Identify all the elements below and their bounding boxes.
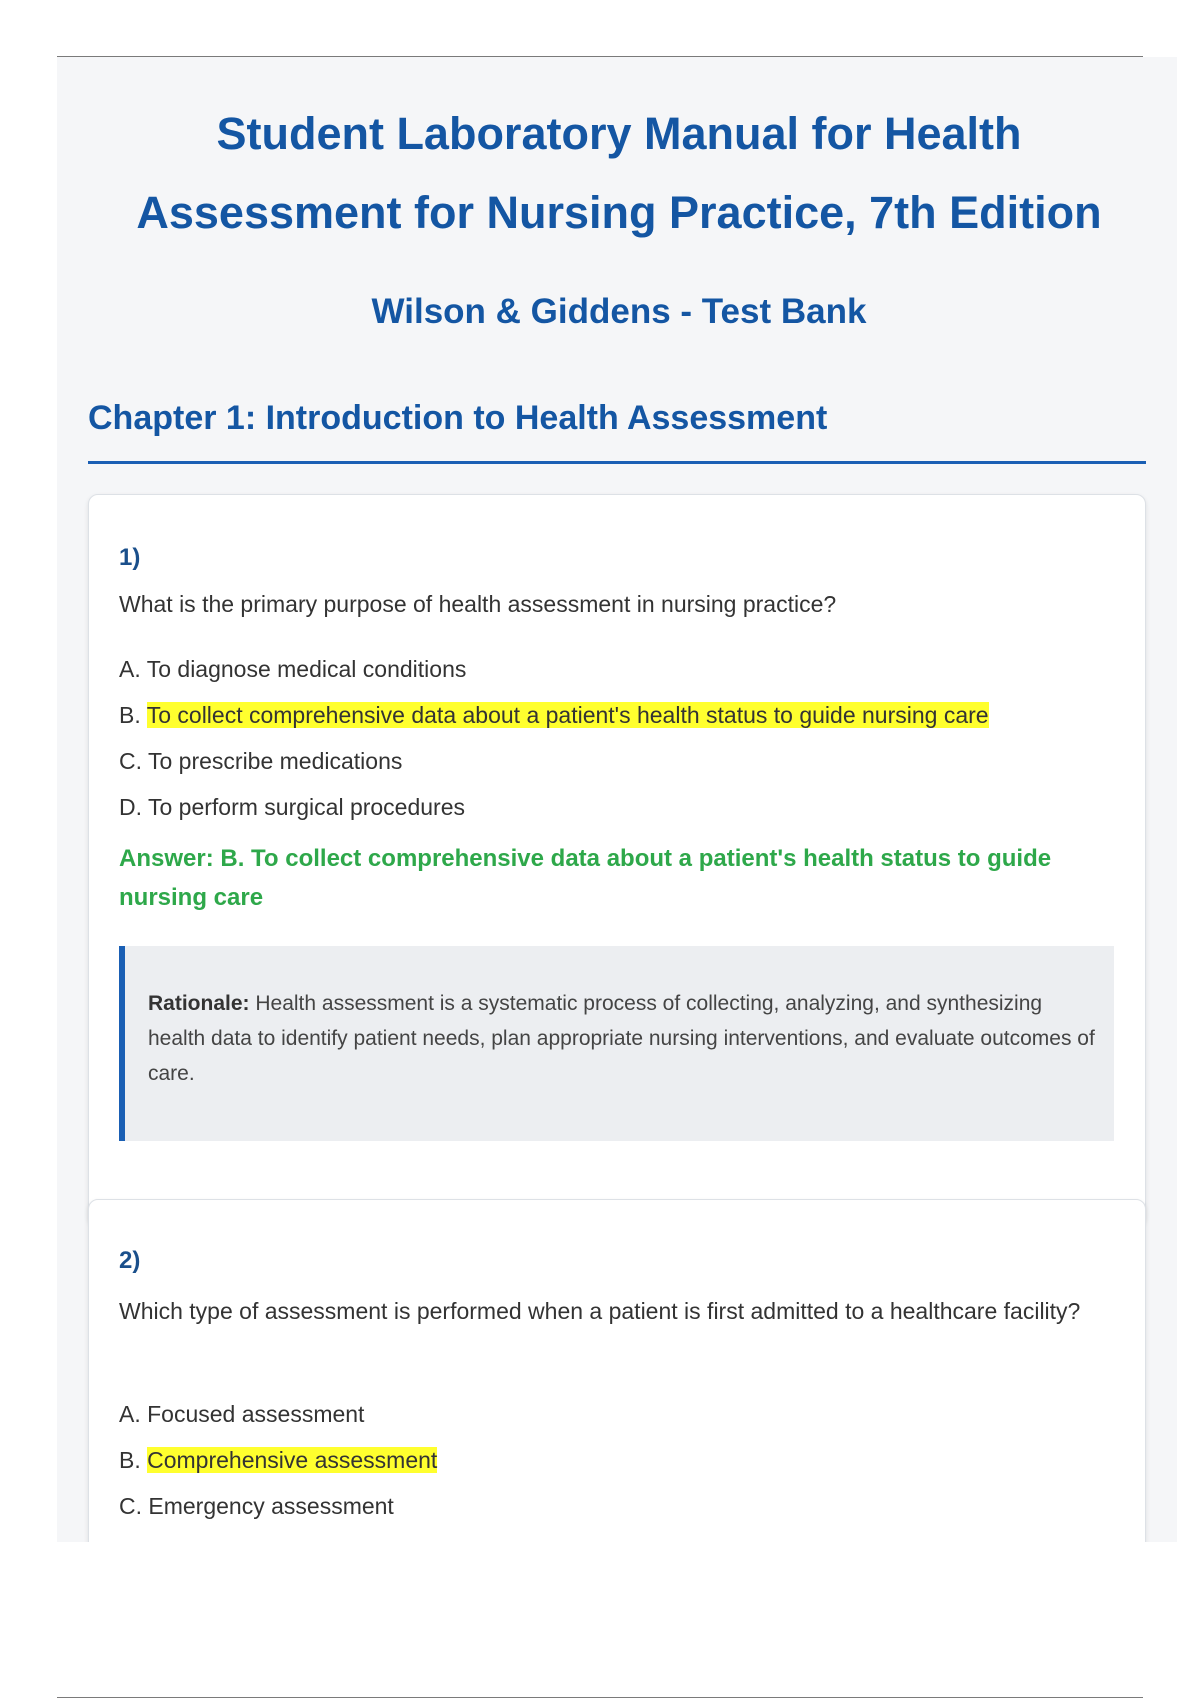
option-text-highlighted: To collect comprehensive data about a patient's health status to guide nursing care [146, 702, 989, 728]
chapter-divider [88, 461, 1146, 464]
option-text: To diagnose medical conditions [146, 656, 467, 682]
option-letter: A. [119, 1401, 148, 1427]
rationale-text [148, 986, 1098, 1091]
rationale-label: Rationale: [148, 992, 250, 1015]
document-title [57, 94, 1177, 252]
document-title-line-1: Student Laboratory Manual for Health [216, 108, 1022, 159]
question-text: What is the primary purpose of health assessment in nursing practice? [119, 591, 837, 617]
option-d [119, 791, 989, 837]
document-subtitle: Wilson & Giddens - Test Bank [371, 292, 867, 331]
option-a [119, 1398, 437, 1444]
question-card-2 [88, 1199, 1146, 1542]
document-page [57, 57, 1177, 1542]
question-text: Which type of assessment is performed when a patient is first admitted to a healthcare facility? [119, 1298, 1081, 1324]
option-a [119, 653, 989, 699]
option-text: To prescribe medications [147, 748, 403, 774]
option-letter: C. [119, 748, 148, 774]
option-b [119, 1444, 437, 1490]
option-c [119, 745, 989, 791]
option-text-highlighted: Comprehensive assessment [147, 1447, 438, 1473]
option-letter: B. [119, 702, 147, 728]
answer-text: Answer: B. To collect comprehensive data about a patient's health status to guide nursing care [119, 845, 1052, 911]
rationale-body: Health assessment is a systematic process of collecting, analyzing, and synthesizing health data to identify patient needs, plan appropriate nursing interventions, and evaluate outcomes of care. [148, 992, 1095, 1085]
document-title-line-2: Assessment for Nursing Practice, 7th Edition [136, 187, 1102, 238]
option-text: Focused assessment [147, 1401, 365, 1427]
question-number: 2) [119, 1247, 141, 1274]
option-text: Emergency assessment [148, 1493, 394, 1519]
page-bottom-rule [57, 1697, 1143, 1698]
option-text: To perform surgical procedures [147, 794, 466, 820]
answer-options [119, 653, 989, 837]
option-letter: B. [119, 1447, 148, 1473]
option-c [119, 1490, 437, 1536]
question-number: 1) [119, 544, 141, 571]
question-card-1 [88, 494, 1146, 1226]
option-letter: A. [119, 656, 147, 682]
option-b [119, 699, 989, 745]
option-letter: C. [119, 1493, 149, 1519]
answer-options [119, 1398, 437, 1536]
option-letter: D. [119, 794, 148, 820]
rationale-box [119, 946, 1114, 1141]
chapter-heading: Chapter 1: Introduction to Health Assessment [88, 399, 828, 437]
